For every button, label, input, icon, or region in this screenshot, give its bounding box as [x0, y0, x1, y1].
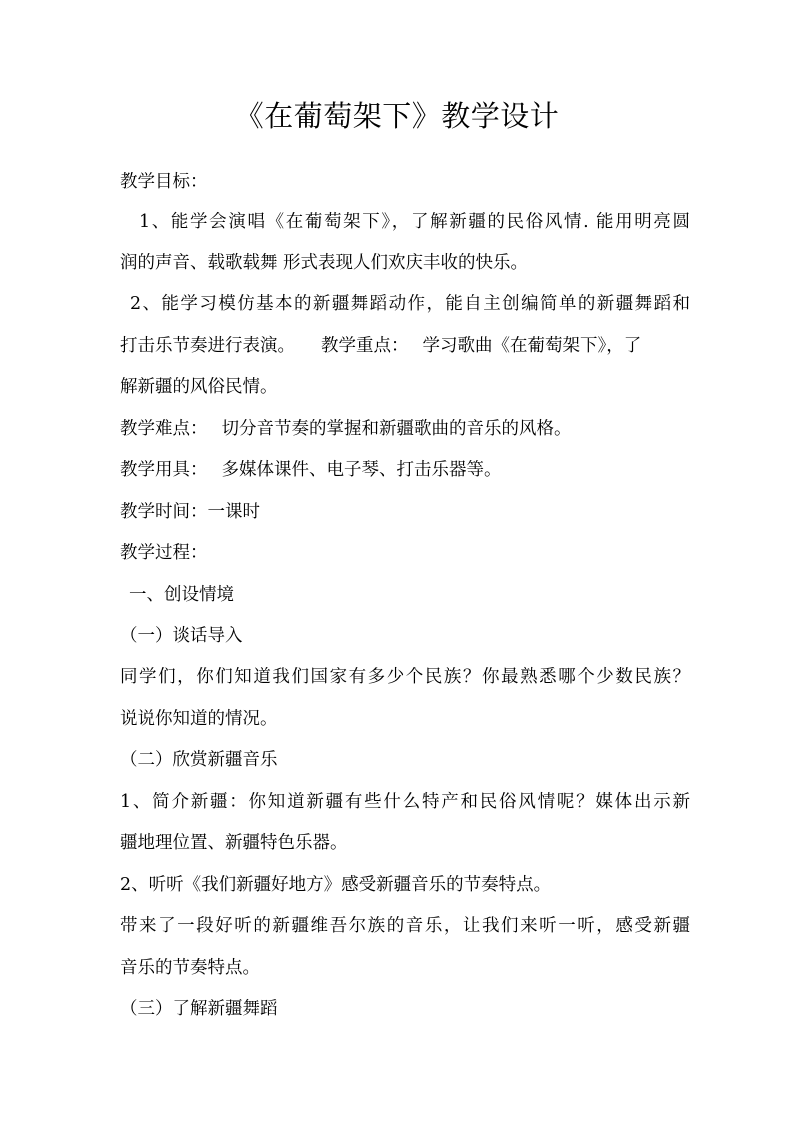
sub-1-paragraph-line-2: 说说你知道的情况。: [120, 709, 278, 729]
difficulty-label: 教学难点：: [120, 419, 208, 439]
difficulty-text: 切分音节奏的掌握和新疆歌曲的音乐的风格。: [221, 419, 572, 439]
tools-label: 教学用具：: [120, 460, 208, 480]
key-point-text-cont: 解新疆的风俗民情。: [120, 377, 278, 397]
sub-1-paragraph-line-1: 同学们，你们知道我们国家有多少个民族？你最熟悉哪个少数民族？: [120, 667, 690, 687]
section-1-heading: 一、创设情境: [129, 585, 234, 605]
item-2-paragraph-line-2: 音乐的节奏特点。: [120, 958, 260, 978]
objective-1-line-2: 润的声音、载歌载舞 形式表现人们欢庆丰收的快乐。: [120, 253, 529, 273]
sub-1-heading: （一）谈话导入: [120, 626, 243, 646]
sub-3-heading: （三）了解新疆舞蹈: [120, 999, 278, 1019]
document-title: 《在葡萄架下》教学设计: [234, 99, 560, 133]
sub-2-heading: （二）欣赏新疆音乐: [120, 750, 278, 770]
time-line: 教学时间：一课时: [120, 502, 260, 522]
item-2-line: 2、听听《我们新疆好地方》感受新疆音乐的节奏特点。: [120, 875, 552, 895]
process-heading: 教学过程：: [120, 543, 208, 563]
objective-1-line-1: 1、能学会演唱《在葡萄架下》，了解新疆的民俗风情. 能用明亮圆: [139, 212, 690, 232]
item-1-line-1: 1、简介新疆：你知道新疆有些什么特产和民俗风情呢？媒体出示新: [120, 792, 690, 812]
objective-2-tail: 打击乐节奏进行表演。: [120, 336, 295, 356]
objectives-heading: 教学目标：: [120, 172, 208, 192]
key-point-text: 学习歌曲《在葡萄架下》，了: [422, 336, 642, 356]
item-1-line-2: 疆地理位置、新疆特色乐器。: [120, 833, 348, 853]
objective-2-line-2: [120, 331, 690, 361]
objective-2-line-1: 2、能学习模仿基本的新疆舞蹈动作，能自主创编简单的新疆舞蹈和: [130, 294, 690, 314]
key-point-label: 教学重点：: [321, 336, 409, 356]
tools-line: [120, 455, 690, 485]
tools-text: 多媒体课件、电子琴、打击乐器等。: [221, 460, 502, 480]
difficulty-line: [120, 414, 690, 444]
item-2-paragraph-line-1: 带来了一段好听的新疆维吾尔族的音乐，让我们来听一听，感受新疆: [120, 916, 690, 936]
